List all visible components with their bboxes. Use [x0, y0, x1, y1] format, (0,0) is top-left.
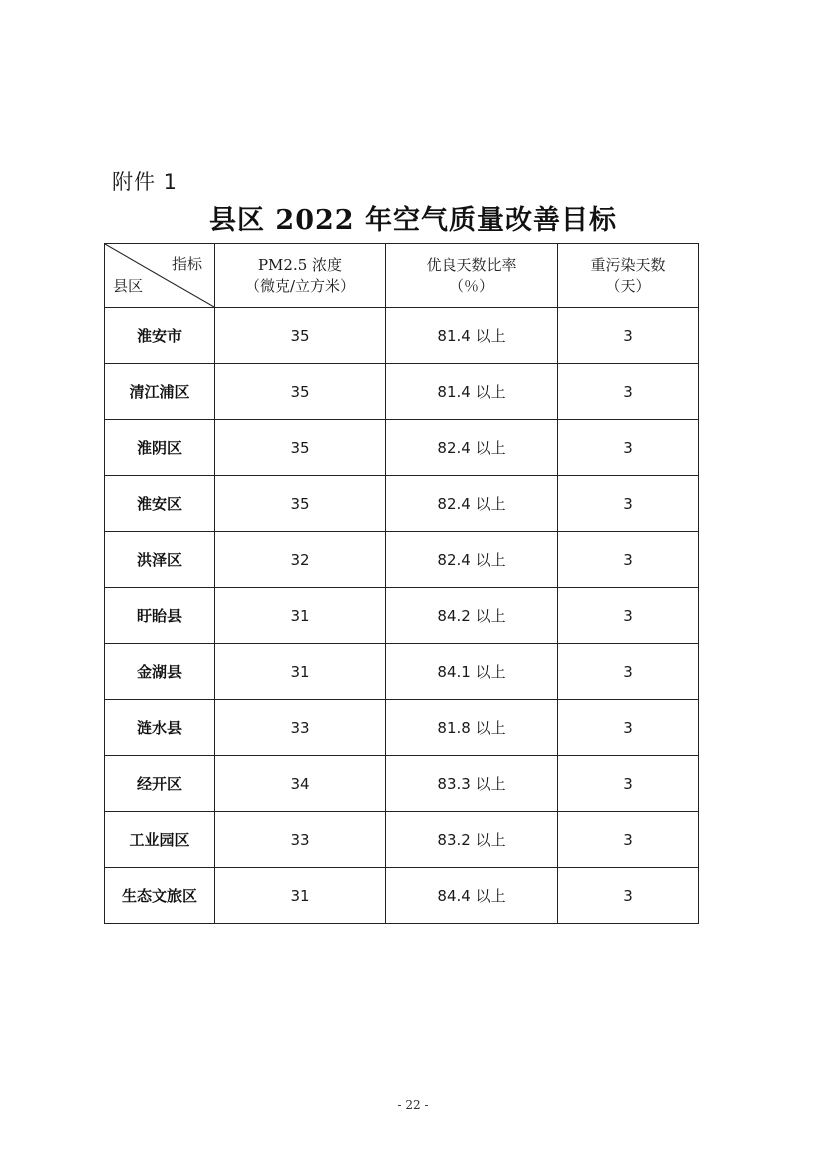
pm25-cell: 31 [215, 588, 386, 644]
header-good-days-unit: （％） [448, 276, 494, 295]
county-cell: 洪泽区 [105, 532, 215, 588]
good-days-cell: 83.2 以上 [386, 812, 558, 868]
header-heavy-pollution-label: 重污染天数 [590, 255, 666, 274]
header-pm25 [215, 244, 386, 308]
good-days-cell: 81.4 以上 [386, 364, 558, 420]
table-row [105, 812, 699, 868]
county-cell: 金湖县 [105, 644, 215, 700]
pm25-cell: 34 [215, 756, 386, 812]
pm25-cell: 35 [215, 364, 386, 420]
document-title: 县区 2022 年空气质量改善目标 [209, 205, 617, 236]
county-cell: 生态文旅区 [105, 868, 215, 924]
county-cell: 清江浦区 [105, 364, 215, 420]
pm25-cell: 31 [215, 868, 386, 924]
heavy-pollution-cell: 3 [558, 364, 699, 420]
table-row [105, 644, 699, 700]
corner-header-indicator: 指标 [171, 255, 202, 273]
table-row [105, 420, 699, 476]
attachment-label: 附件 1 [112, 170, 179, 194]
table-row [105, 308, 699, 364]
header-heavy-pollution [558, 244, 699, 308]
header-good-days [386, 244, 558, 308]
good-days-cell: 84.4 以上 [386, 868, 558, 924]
heavy-pollution-cell: 3 [558, 756, 699, 812]
good-days-cell: 84.1 以上 [386, 644, 558, 700]
heavy-pollution-cell: 3 [558, 812, 699, 868]
corner-header-cell [105, 244, 215, 308]
heavy-pollution-cell: 3 [558, 868, 699, 924]
heavy-pollution-cell: 3 [558, 308, 699, 364]
pm25-cell: 32 [215, 532, 386, 588]
county-cell: 盱眙县 [105, 588, 215, 644]
pm25-cell: 35 [215, 476, 386, 532]
good-days-cell: 81.8 以上 [386, 700, 558, 756]
good-days-cell: 82.4 以上 [386, 532, 558, 588]
good-days-cell: 82.4 以上 [386, 476, 558, 532]
table-header-row [105, 244, 699, 308]
pm25-cell: 35 [215, 308, 386, 364]
pm25-cell: 31 [215, 644, 386, 700]
heavy-pollution-cell: 3 [558, 588, 699, 644]
pm25-cell: 33 [215, 812, 386, 868]
county-cell: 涟水县 [105, 700, 215, 756]
good-days-cell: 84.2 以上 [386, 588, 558, 644]
header-pm25-label: PM2.5 浓度 [257, 255, 343, 274]
county-cell: 工业园区 [105, 812, 215, 868]
table-row [105, 700, 699, 756]
page-number: - 22 - [397, 1098, 429, 1112]
good-days-cell: 83.3 以上 [386, 756, 558, 812]
pm25-cell: 35 [215, 420, 386, 476]
county-cell: 淮阴区 [105, 420, 215, 476]
good-days-cell: 82.4 以上 [386, 420, 558, 476]
good-days-cell: 81.4 以上 [386, 308, 558, 364]
corner-header-county: 县区 [113, 277, 144, 295]
header-pm25-unit: （微克/立方米） [244, 276, 356, 295]
heavy-pollution-cell: 3 [558, 700, 699, 756]
heavy-pollution-cell: 3 [558, 476, 699, 532]
county-cell: 淮安区 [105, 476, 215, 532]
table-row [105, 868, 699, 924]
heavy-pollution-cell: 3 [558, 420, 699, 476]
county-cell: 经开区 [105, 756, 215, 812]
table-row [105, 532, 699, 588]
table-row [105, 364, 699, 420]
header-heavy-pollution-unit: （天） [605, 276, 651, 295]
heavy-pollution-cell: 3 [558, 644, 699, 700]
pm25-cell: 33 [215, 700, 386, 756]
table-row [105, 476, 699, 532]
air-quality-targets-table [104, 243, 699, 924]
table-row [105, 588, 699, 644]
county-cell: 淮安市 [105, 308, 215, 364]
heavy-pollution-cell: 3 [558, 532, 699, 588]
table-row [105, 756, 699, 812]
header-good-days-label: 优良天数比率 [426, 255, 517, 274]
